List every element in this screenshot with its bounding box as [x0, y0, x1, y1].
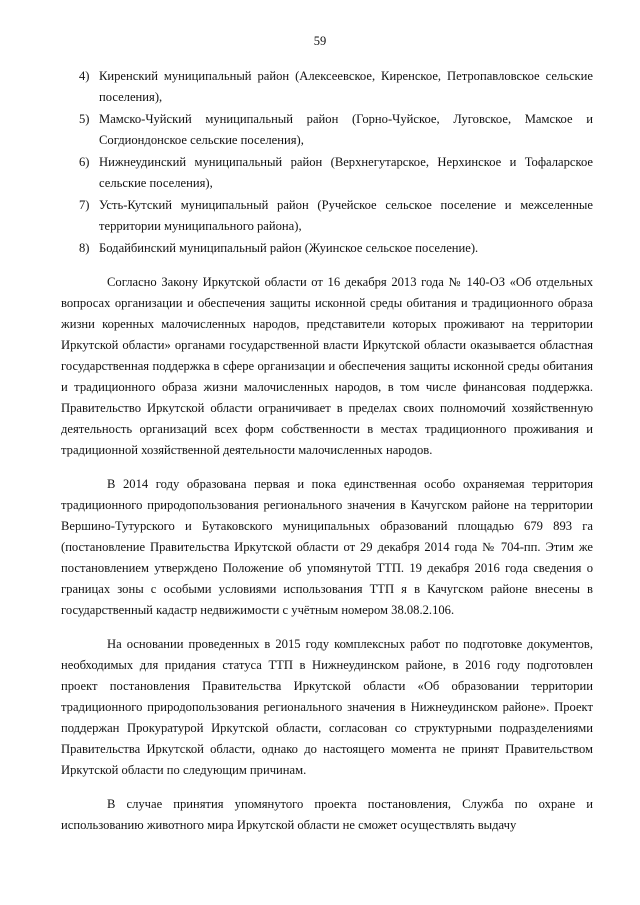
list-item-text: Киренский муниципальный район (Алексеевское, Киренское, Петропавловское сельские поселения),: [99, 69, 593, 104]
list-item-number: 6): [79, 155, 90, 169]
page-content: [61, 66, 593, 836]
list-item: [61, 195, 593, 237]
district-list: [61, 66, 593, 259]
list-item-text: Нижнеудинский муниципальный район (Верхнегутарское, Нерхинское и Тофаларское сельские поселения),: [99, 155, 593, 190]
list-item-text: Мамско-Чуйский муниципальный район (Горно-Чуйское, Луговское, Мамское и Согдиондонское сельские поселения),: [99, 112, 593, 147]
list-item: [61, 109, 593, 151]
paragraph-ttp-2014: В 2014 году образована первая и пока единственная особо охраняемая территория традиционного природопользования регионального значения в Качугском районе на территории Вершино-Тутурского и Бутаковского муниципальных образований площадью 679 893 га (постановление Правительства Иркутской области от 29 декабря 2014 года № 704-пп. Этим же постановлением утверждено Положение об упомянутой ТТП. 19 декабря 2016 года сведения о границах зоны с особыми условиями использования ТТП я в Качугском районе внесены в государственный кадастр недвижимости с учётным номером 38.08.2.106.: [61, 477, 593, 617]
paragraph-law-support: Согласно Закону Иркутской области от 16 декабря 2013 года № 140-ОЗ «Об отдельных вопросах организации и обеспечения защиты исконной среды обитания и традиционного образа жизни коренных малочисленных народов, представители которых проживают на территории Иркутской области» органами государственной власти Иркутской области оказывается областная государственная поддержка в сфере организации и обеспечения защиты исконной среды обитания и традиционного образа жизни малочисленных народов, в том числе финансовая поддержка. Правительство Иркутской области ограничивает в пределах своих полномочий хозяйственную деятельность организаций всех форм собственности в местах традиционного проживания и традиционной хозяйственной деятельности малочисленных народов.: [61, 275, 593, 457]
page-number: 59: [313, 34, 327, 48]
list-item-text: Бодайбинский муниципальный район (Жуинское сельское поселение).: [99, 241, 479, 255]
paragraph-consequences: В случае принятия упомянутого проекта постановления, Служба по охране и использованию животного мира Иркутской области не сможет осуществлять выдачу: [61, 797, 593, 832]
paragraph-nizhneudinsk-project: На основании проведенных в 2015 году комплексных работ по подготовке документов, необходимых для придания статуса ТТП в Нижнеудинском районе, в 2016 году подготовлен проект постановления Правительства Иркутской области «Об образовании территории традиционного природопользования регионального значения в Нижнеудинском районе». Проект поддержан Прокуратурой Иркутской области, согласован со структурными подразделениями Правительства Иркутской области, однако до настоящего момента не принят Правительством Иркутской области по следующим причинам.: [61, 637, 593, 777]
list-item: [61, 66, 593, 108]
list-item-text: Усть-Кутский муниципальный район (Ручейское сельское поселение и межселенные территории муниципального района),: [99, 198, 593, 233]
list-item-number: 5): [79, 112, 90, 126]
list-item-number: 4): [79, 69, 90, 83]
list-item-number: 7): [79, 198, 90, 212]
list-item: [61, 238, 593, 259]
list-item-number: 8): [79, 241, 90, 255]
list-item: [61, 152, 593, 194]
